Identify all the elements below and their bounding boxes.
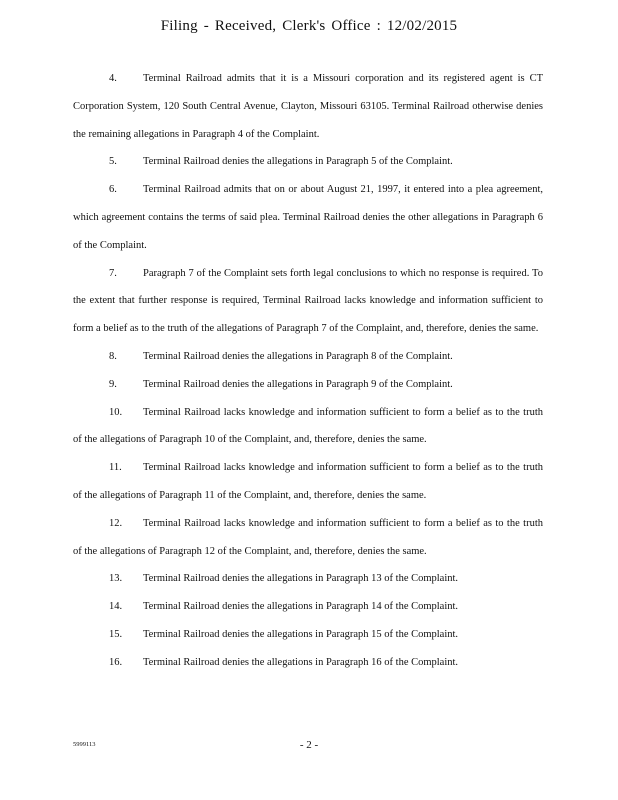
paragraph-number: 4. [109,73,117,84]
document-id: 5999113 [73,741,96,748]
paragraph-7 [73,260,543,343]
paragraph-15 [73,621,543,649]
paragraph-number: 11. [109,462,122,474]
paragraph-number: 8. [109,350,117,362]
paragraph-6 [73,176,543,259]
paragraph-number: 12. [109,517,123,529]
paragraph-text: Terminal Railroad lacks knowledge and information sufficient to form a belief as to the truth of the allegations of Paragraph 12 of the Complaint, and, therefore, denies the same. [73,517,543,557]
paragraph-11 [73,454,543,510]
paragraph-text: Terminal Railroad admits that it is a Missouri corporation and its registered agent is CT Corporation System, 120 South Central Avenue, Clayton, Missouri 63105. Terminal Railroad otherwise denies the remaining allegations in Paragraph 4 of the Complaint. [73,73,543,140]
paragraph-text: Terminal Railroad denies the allegations in Paragraph 5 of the Complaint. [143,156,453,168]
paragraph-4 [73,65,543,148]
paragraph-12 [73,510,543,566]
paragraph-text: Paragraph 7 of the Complaint sets forth legal conclusions to which no response is required. To the extent that further response is required, Terminal Railroad lacks knowledge and information sufficient to form a belief as to the truth of the allegations of Paragraph 7 of the Complaint, and, therefore, denies the same. [73,267,543,335]
paragraph-number: 15. [109,628,123,640]
paragraph-13 [73,565,543,593]
paragraph-text: Terminal Railroad lacks knowledge and information sufficient to form a belief as to the truth of the allegations of Paragraph 11 of the Complaint, and, therefore, denies the same. [73,462,543,501]
paragraph-number: 7. [109,267,117,279]
paragraph-9 [73,371,543,399]
paragraph-text: Terminal Railroad denies the allegations in Paragraph 14 of the Complaint. [143,601,459,613]
paragraph-text: Terminal Railroad denies the allegations in Paragraph 13 of the Complaint. [143,573,459,585]
paragraph-16 [73,649,543,677]
paragraph-number: 6. [109,184,117,196]
paragraph-text: Terminal Railroad lacks knowledge and information sufficient to form a belief as to the truth of the allegations of Paragraph 10 of the Complaint, and, therefore, denies the same. [73,406,543,446]
paragraph-14 [73,593,543,621]
paragraph-number: 16. [109,656,123,668]
paragraph-number: 13. [109,573,123,585]
paragraph-8 [73,343,543,371]
page-number: - 2 - [299,739,319,751]
paragraph-text: Terminal Railroad denies the allegations in Paragraph 15 of the Complaint. [143,628,459,640]
paragraph-10 [73,399,543,455]
paragraph-text: Terminal Railroad denies the allegations in Paragraph 16 of the Complaint. [143,656,459,668]
paragraph-text: Terminal Railroad admits that on or about August 21, 1997, it entered into a plea agreement, which agreement contains the terms of said plea. Terminal Railroad denies the other allegations in Paragraph 6 of the Complaint. [73,184,543,251]
paragraph-5 [73,148,543,176]
paragraph-number: 9. [109,378,117,390]
filing-header: Filing - Received, Clerk's Office : 12/02/2015 [160,18,458,34]
paragraph-number: 10. [109,406,123,418]
paragraph-number: 14. [109,601,123,613]
document-body [73,65,543,677]
paragraph-text: Terminal Railroad denies the allegations in Paragraph 8 of the Complaint. [143,350,453,362]
paragraph-text: Terminal Railroad denies the allegations in Paragraph 9 of the Complaint. [143,378,453,390]
paragraph-number: 5. [109,156,117,168]
